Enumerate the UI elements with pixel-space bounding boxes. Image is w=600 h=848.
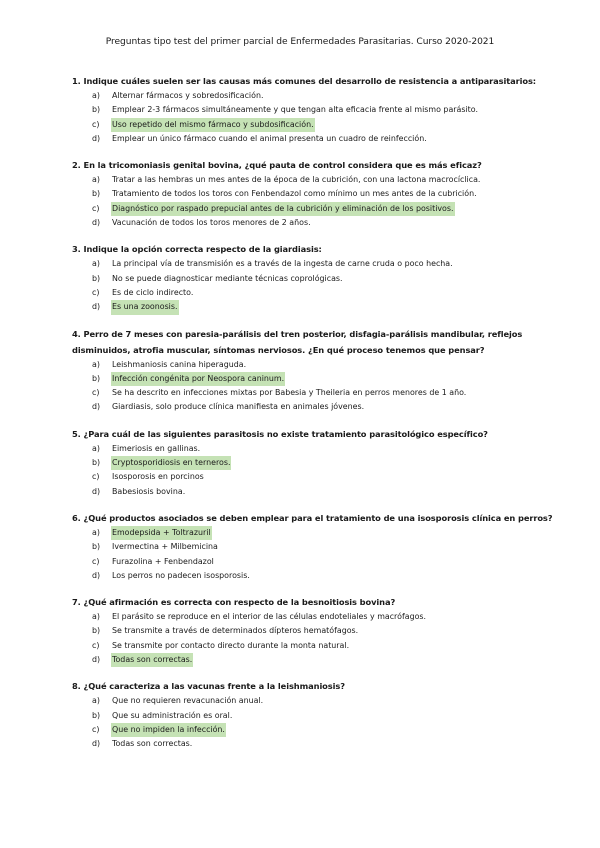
question-list	[72, 73, 568, 752]
answer-option	[72, 470, 568, 484]
option-text: No se puede diagnosticar mediante técnicas coprológicas.	[112, 273, 343, 283]
option-letter: d)	[92, 739, 101, 749]
answer-option	[72, 173, 568, 187]
question-7	[72, 594, 568, 667]
answer-options	[72, 694, 568, 751]
answer-option-correct	[72, 456, 568, 470]
option-text: La principal vía de transmisión es a través de la ingesta de carne cruda o poco hecha.	[112, 259, 453, 269]
option-letter: c)	[92, 388, 100, 398]
answer-option	[72, 555, 568, 569]
option-letter: b)	[92, 458, 101, 468]
answer-options	[72, 257, 568, 314]
question-text: 3. Indique la opción correcta respecto de la giardiasis:	[72, 244, 322, 255]
answer-option-correct	[72, 723, 568, 737]
answer-options	[72, 610, 568, 667]
question-2	[72, 157, 568, 230]
option-letter: a)	[92, 443, 100, 453]
correct-answer-highlight: Es una zoonosis.	[111, 300, 179, 314]
option-text: Emplear un único fármaco cuando el animal presenta un cuadro de reinfección.	[112, 133, 427, 143]
answer-options	[72, 173, 568, 230]
answer-option	[72, 624, 568, 638]
answer-options	[72, 358, 568, 415]
option-letter: a)	[92, 91, 100, 100]
answer-option-correct	[72, 653, 568, 667]
option-letter: d)	[92, 133, 101, 143]
answer-option	[72, 485, 568, 499]
option-letter: b)	[92, 710, 101, 720]
answer-option	[72, 272, 568, 286]
question-text: 6. ¿Qué productos asociados se deben emplear para el tratamiento de una isosporosis clínica en perros?	[72, 512, 553, 523]
answer-option-correct	[72, 372, 568, 386]
option-letter: a)	[92, 175, 100, 185]
option-letter: a)	[92, 696, 100, 706]
answer-options	[72, 89, 568, 146]
option-letter: d)	[92, 402, 101, 412]
question-text: 5. ¿Para cuál de las siguientes parasitosis no existe tratamiento parasitológico específico?	[72, 428, 488, 439]
question-text: 2. En la tricomoniasis genital bovina, ¿qué pauta de control considera que es más eficaz?	[72, 160, 482, 171]
answer-option	[72, 442, 568, 456]
option-text: Tratar a las hembras un mes antes de la época de la cubrición, con una lactona macrocíclica.	[112, 175, 481, 185]
question-5	[72, 426, 568, 499]
option-letter: d)	[92, 302, 101, 312]
correct-answer-highlight: Todas son correctas.	[111, 653, 193, 667]
correct-answer-highlight: Uso repetido del mismo fármaco y subdosificación.	[111, 118, 315, 132]
option-text: Los perros no padecen isosporosis.	[112, 570, 250, 580]
answer-option	[72, 358, 568, 372]
correct-answer-highlight: Diagnóstico por raspado prepucial antes de la cubrición y eliminación de los positivos.	[111, 202, 455, 216]
answer-option	[72, 89, 568, 103]
correct-answer-highlight: Cryptosporidiosis en terneros.	[111, 456, 231, 470]
answer-option	[72, 187, 568, 201]
option-text: Emplear 2-3 fármacos simultáneamente y que tengan alta eficacia frente al mismo parásito.	[112, 105, 478, 115]
correct-answer-highlight: Que no impiden la infección.	[111, 723, 226, 737]
option-letter: b)	[92, 189, 101, 199]
answer-option	[72, 610, 568, 624]
option-text: Ivermectina + Milbemicina	[112, 542, 218, 552]
option-text: Isosporosis en porcinos	[112, 472, 204, 482]
correct-answer-highlight: Infección congénita por Neospora caninum.	[111, 372, 285, 386]
answer-option-correct	[72, 526, 568, 540]
answer-option	[72, 694, 568, 708]
option-text: Se transmite por contacto directo durante la monta natural.	[112, 640, 350, 650]
answer-option-correct	[72, 300, 568, 314]
option-letter: c)	[92, 287, 100, 297]
option-letter: c)	[92, 640, 100, 650]
answer-option	[72, 257, 568, 271]
option-letter: a)	[92, 527, 100, 537]
option-letter: c)	[92, 203, 100, 213]
option-letter: d)	[92, 218, 101, 228]
question-text: 4. Perro de 7 meses con paresia-parálisis del tren posterior, disfagia-parálisis mandibular, reflejos disminuidos, atrofia muscular, síntomas nerviosos. ¿En qué proceso tenemos que pensar?	[72, 328, 523, 355]
question-1	[72, 73, 568, 146]
option-text: Eimeriosis en gallinas.	[112, 443, 201, 453]
option-letter: b)	[92, 105, 101, 115]
answer-option-correct	[72, 202, 568, 216]
option-letter: c)	[92, 724, 100, 734]
answer-option	[72, 639, 568, 653]
option-letter: b)	[92, 373, 101, 383]
answer-option	[72, 709, 568, 723]
option-text: Que no requieren revacunación anual.	[112, 696, 264, 706]
option-text: Se ha descrito en infecciones mixtas por Babesia y Theileria en perros menores de 1 año.	[112, 388, 467, 398]
option-letter: a)	[92, 259, 100, 269]
option-letter: b)	[92, 273, 101, 283]
answer-option	[72, 540, 568, 554]
option-letter: a)	[92, 612, 100, 622]
option-letter: c)	[92, 472, 100, 482]
option-text: Tratamiento de todos los toros con Fenbendazol como mínimo un mes antes de la cubrición.	[112, 189, 477, 199]
option-letter: d)	[92, 486, 101, 496]
option-letter: c)	[92, 119, 100, 129]
option-letter: b)	[92, 542, 101, 552]
option-text: Se transmite a través de determinados dípteros hematófagos.	[112, 626, 359, 636]
answer-option	[72, 132, 568, 146]
option-letter: c)	[92, 556, 100, 566]
answer-options	[72, 526, 568, 583]
answer-option	[72, 286, 568, 300]
answer-option-correct	[72, 118, 568, 132]
question-6	[72, 510, 568, 583]
question-text: 8. ¿Qué caracteriza a las vacunas frente a la leishmaniosis?	[72, 681, 345, 692]
answer-option	[72, 103, 568, 117]
option-letter: d)	[92, 570, 101, 580]
question-text: 7. ¿Qué afirmación es correcta con respecto de la besnoitiosis bovina?	[72, 597, 396, 608]
answer-option	[72, 400, 568, 414]
option-text: Giardiasis, solo produce clínica manifiesta en animales jóvenes.	[112, 402, 365, 412]
answer-options	[72, 442, 568, 499]
option-text: Leishmaniosis canina hiperaguda.	[112, 359, 247, 369]
option-text: Babesiosis bovina.	[112, 486, 186, 496]
question-8	[72, 678, 568, 751]
option-text: Furazolina + Fenbendazol	[112, 556, 214, 566]
question-text: 1. Indique cuáles suelen ser las causas más comunes del desarrollo de resistencia a antiparasitarios:	[72, 76, 536, 86]
option-text: Alternar fármacos y sobredosificación.	[112, 91, 264, 100]
option-letter: a)	[92, 359, 100, 369]
correct-answer-highlight: Emodepsida + Toltrazuril	[111, 526, 212, 540]
option-text: Que su administración es oral.	[112, 710, 233, 720]
answer-option	[72, 216, 568, 230]
answer-option	[72, 569, 568, 583]
option-text: Vacunación de todos los toros menores de 2 años.	[112, 218, 311, 228]
option-text: Es de ciclo indirecto.	[112, 287, 194, 297]
option-text: Todas son correctas.	[112, 739, 193, 749]
document-title: Preguntas tipo test del primer parcial de Enfermedades Parasitarias. Curso 2020-2021	[105, 37, 495, 47]
question-3	[72, 241, 568, 314]
answer-option	[72, 386, 568, 400]
option-letter: d)	[92, 655, 101, 665]
option-text: El parásito se reproduce en el interior de las células endoteliales y macrófagos.	[112, 612, 427, 622]
question-4	[72, 326, 568, 415]
answer-option	[72, 737, 568, 751]
option-letter: b)	[92, 626, 101, 636]
